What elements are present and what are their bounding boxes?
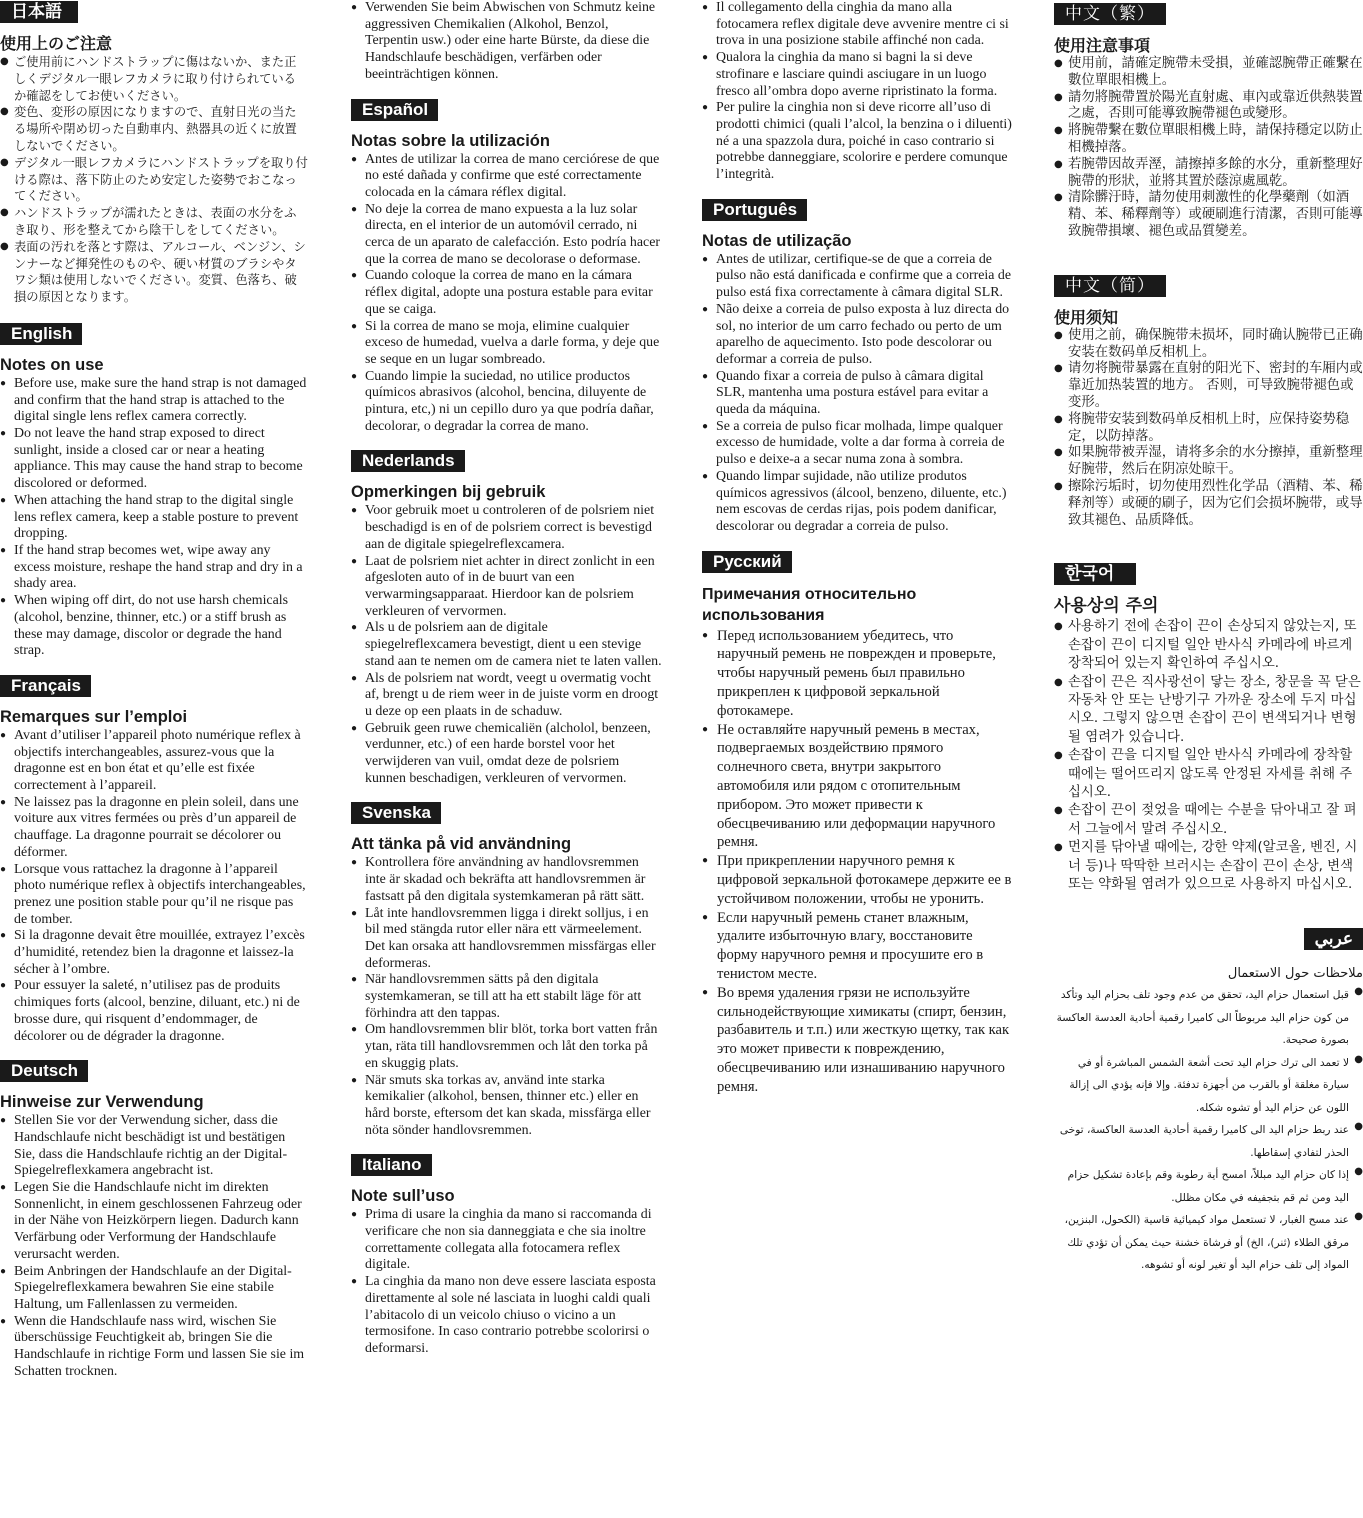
notes-list [1054, 328, 1363, 530]
list-item: ● Pour essuyer la saleté, n’utilisez pas de produits chimiques forts (alcool, benzine, diluant, etc.) ni de brosse dure, qui risquent d’endommager, de décolorer ou de dégrader la dragonne. [0, 978, 308, 1045]
language-label: Italiano [351, 1154, 432, 1176]
language-label: 日本語 [0, 1, 78, 23]
section-heading: Hinweise zur Verwendung [0, 1093, 204, 1112]
notes-list [0, 728, 308, 1045]
column-1 [0, 0, 308, 1381]
section-heading: 使用须知 [1054, 307, 1119, 327]
column-2 [351, 0, 663, 1358]
list-item: ● 請勿將腕帶置於陽光直射處、車內或靠近供熱裝置之處，否則可能導致腕帶褪色或變形。 [1054, 90, 1363, 124]
language-label: English [0, 323, 82, 345]
language-label: Español [351, 99, 438, 121]
list-item: ● 먼지를 닦아낼 때에는, 강한 약제(알코올, 벤진, 시너 등)나 딱딱한 브러시는 손잡이 끈이 손상, 변색 또는 약화될 염려가 있으므로 사용하지 마십시오. [1054, 839, 1363, 894]
list-item: ● Si la correa de mano se moja, elimine cualquier exceso de humedad, vuelva a darle forma, y deje que se seque en un lugar sombreado. [351, 319, 663, 369]
list-item: ● When attaching the hand strap to the digital single lens reflex camera, keep a stable posture to prevent dropping. [0, 493, 308, 543]
list-item: ● Cuando coloque la correa de mano en la cámara réflex digital, adopte una postura estable para evitar que se caiga. [351, 268, 663, 318]
language-label: Deutsch [0, 1060, 88, 1082]
language-label: Nederlands [351, 450, 465, 472]
notes-list-continued [702, 0, 1014, 184]
list-item: ● Ne laissez pas la dragonne en plein soleil, dans une voiture aux vitres fermées ou près d’un appareil de chauffage. La dragonne pourrait se décolorer ou déformer. [0, 795, 308, 862]
notes-list [702, 252, 1014, 536]
list-item: ● ご使用前にハンドストラップに傷はないか、また正しくデジタル一眼レフカメラに取り付けられているか確認をしてお使いください。 [0, 54, 308, 104]
section-chinese-simplified [1054, 275, 1363, 530]
section-heading: Notes on use [0, 355, 104, 374]
list-item: ● Beim Anbringen der Handschlaufe an der Digital-Spiegelreflexkamera bewahren Sie eine stabile Haltung, um Fallenlassen zu vermeiden. [0, 1264, 308, 1314]
list-item: ● Per pulire la cinghia non si deve ricorre all’uso di prodotti chimici (quali l’alcol, la benzina o i diluenti) né a una spazzola dura, poiché in caso contrario si potrebbe danneggiare, scolorire e perdere comunque l’integrità. [702, 100, 1014, 184]
notes-list-continued [351, 0, 663, 84]
section-arabic [1054, 928, 1363, 1277]
list-item: ● При прикреплении наручного ремня к цифровой зеркальной фотокамере держите ее в устойчивом положении, чтобы не уронить. [702, 852, 1014, 908]
section-german [0, 1060, 308, 1380]
list-item: ● Si la dragonne devait être mouillée, extrayez l’excès d’humidité, retendez bien la dragonne et laissez-la sécher à l’ombre. [0, 928, 308, 978]
list-item: ● Qualora la cinghia da mano si bagni la si deve strofinare e lasciare quindi asciugare in un luogo fresco all’ombra dopo averne ripristinato la forma. [702, 50, 1014, 100]
column-4 [1054, 0, 1363, 1277]
section-russian [702, 551, 1014, 1097]
list-item: ● La cinghia da mano non deve essere lasciata esposta direttamente al sole né lasciata in luoghi caldi quali l’abitacolo di un veicolo chiuso o vicino a un termosifone. In caso contrario potrebbe scolorirsi o deformarsi. [351, 1274, 663, 1358]
section-spanish [351, 99, 663, 436]
list-item: ● Låt inte handlovsremmen ligga i direkt solljus, i en bil med stängda rutor eller nära ett värmeelement. Det kan orsaka att handlovsremmen missfärgas eller deformeras. [351, 906, 663, 973]
section-heading: Notas de utilização [702, 231, 852, 250]
notes-list [351, 152, 663, 436]
notes-list [1054, 984, 1363, 1277]
list-item: ● قبل استعمال حزام اليد، تحقق من عدم وجود تلف بحزام اليد وتأكد من كون حزام اليد مربوطاً الى كاميرا رقمية أحادية العدسة العاكسة بصورة صحيحة. [1054, 984, 1363, 1052]
list-item: ● När handlovsremmen sätts på den digitala systemkameran, se till att ha ett stabilt läge för att förhindra att den tappas. [351, 972, 663, 1022]
language-label: Français [0, 675, 91, 697]
section-italian [351, 1154, 663, 1357]
notes-list [0, 376, 308, 660]
list-item: ● Не оставляйте наручный ремень в местах, подвергаемых воздействию прямого солнечного света, внутри закрытого автомобиля или рядом с отопительным прибором. Это может привести к обесцвечиванию или деформации наручного ремня. [702, 721, 1014, 853]
list-item: ● When wiping off dirt, do not use harsh chemicals (alcohol, benzine, thinner, etc.) or a stiff brush as these may damage, discolor or degrade the hand strap. [0, 593, 308, 660]
list-item: ● عند ربط حزام اليد الى كاميرا رقمية أحادية العدسة العاكسة، توخى الحذر لتفادي إسقاطها. [1054, 1119, 1363, 1164]
list-item: ● 使用前，請確定腕帶未受損，並確認腕帶正確繫在數位單眼相機上。 [1054, 56, 1363, 90]
list-item: ● ハンドストラップが濡れたときは、表面の水分をふき取り、形を整えてから陰干しをしてください。 [0, 205, 308, 239]
list-item: ● عند مسح الغبار، لا تستعمل مواد كيميائية قاسية (الكحول، البنزين، مرقق الطلاء (ثنر)، الخ) أو فرشاة خشنة حيث يمكن أن تؤدي تلك المواد إلى تلف حزام اليد أو تغير لونه أو تشوهه. [1054, 1209, 1363, 1277]
section-heading: Opmerkingen bij gebruik [351, 483, 546, 502]
language-label: عربي [1304, 928, 1363, 950]
list-item: ● Prima di usare la cinghia da mano si raccomanda di verificare che non sia danneggiata e che sia inoltre correttamente collegata alla fotocamera reflex digitale. [351, 1207, 663, 1274]
list-item: ● Перед использованием убедитесь, что наручный ремень не поврежден и проверьте, чтобы наручный ремень был правильно прикреплен к цифровой зеркальной фотокамере. [702, 627, 1014, 721]
notes-list [351, 503, 663, 787]
list-item: ● Gebruik geen ruwe chemicaliën (alcholol, benzeen, verdunner, etc.) of een harde borstel voor het verwijderen van vuil, omdat deze de polsriem kunnen beschadigen, verkleuren of vervormen. [351, 721, 663, 788]
list-item: ● 손잡이 끈이 젖었을 때에는 수분을 닦아내고 잘 펴서 그늘에서 말려 주십시오. [1054, 802, 1363, 839]
section-chinese-traditional [1054, 3, 1363, 241]
notes-list [1054, 618, 1363, 894]
language-label: Português [702, 199, 807, 221]
section-swedish [351, 802, 663, 1139]
notes-list [0, 54, 308, 306]
section-heading: 使用上のご注意 [0, 34, 113, 53]
list-item: ● 変色、変形の原因になりますので、直射日光の当たる場所や閉め切った自動車内、熱器具の近くに放置しないでください。 [0, 104, 308, 154]
list-item: ● Antes de utilizar, certifique-se de que a correia de pulso não está danificada e confirme que a correia de pulso está fixa correctamente à câmara digital SLR. [702, 252, 1014, 302]
list-item: ● Wenn die Handschlaufe nass wird, wischen Sie überschüssige Feuchtigkeit ab, bringen Sie die Handschlaufe in richtige Form und lassen Sie sie im Schatten trocknen. [0, 1314, 308, 1381]
list-item: ● Als u de polsriem aan de digitale spiegelreflexcamera bevestigt, dient u een stevige stand aan te nemen om de camera niet te laten vallen. [351, 620, 663, 670]
section-heading: Note sull’uso [351, 1187, 455, 1206]
list-item: ● Voor gebruik moet u controleren of de polsriem niet beschadigd is en of de polsriem correct is bevestigd aan de digitale spiegelreflexcamera. [351, 503, 663, 553]
list-item: ● No deje la correa de mano expuesta a la luz solar directa, en el interior de un automóvil cerrado, ni cerca de un aparato de calefacción. Esto podría hacer que la correa de mano se decolorase o deformase. [351, 202, 663, 269]
list-item: ● Quando fixar a correia de pulso à câmara digital SLR, mantenha uma postura estável para evitar a queda da máquina. [702, 369, 1014, 419]
section-dutch [351, 450, 663, 787]
list-item: ● 손잡이 끈을 디지털 일안 반사식 카메라에 장착할 때에는 떨어뜨리지 않도록 안정된 자세를 취해 주십시오. [1054, 747, 1363, 802]
list-item: ● 若腕帶因故弄溼，請擦掉多餘的水分，重新整理好腕帶的形狀，並將其置於蔭涼處風乾。 [1054, 157, 1363, 191]
list-item: ● Legen Sie die Handschlaufe nicht im direkten Sonnenlicht, in einem geschlossenen Fahrzeug oder in der Nähe von Heizkörpern liegen. Dadurch kann Verfärbung oder Verformung der Handschlaufe verursacht werden. [0, 1180, 308, 1264]
list-item: ● If the hand strap becomes wet, wipe away any excess moisture, reshape the hand strap and dry in a shady area. [0, 543, 308, 593]
language-label: Svenska [351, 802, 441, 824]
notes-list [351, 855, 663, 1139]
list-item: ● 將腕帶繫在數位單眼相機上時，請保持穩定以防止相機掉落。 [1054, 123, 1363, 157]
list-item: ● 사용하기 전에 손잡이 끈이 손상되지 않았는지, 또 손잡이 끈이 디지털 일안 반사식 카메라에 바르게 장착되어 있는지 확인하여 주십시오. [1054, 618, 1363, 673]
list-item: ● Verwenden Sie beim Abwischen von Schmutz keine aggressiven Chemikalien (Alkohol, Benzol, Terpentin usw.) oder eine harte Bürste, da diese die Handschlaufe beschädigen, verfärben oder beeinträchtigen können. [351, 0, 663, 84]
section-heading: Remarques sur l’emploi [0, 707, 188, 726]
list-item: ● إذا كان حزام اليد مبللاً، امسح أية رطوبة وقم بإعادة تشكيل حزام اليد ومن ثم قم بتجفيفه في مكان مظلل. [1054, 1164, 1363, 1209]
list-item: ● När smuts ska torkas av, använd inte starka kemikalier (alkohol, bensen, thinner etc.) eller en hård borste, eftersom det kan skada, missfärga eller nöta sönder handlovsremmen. [351, 1073, 663, 1140]
list-item: ● Cuando limpie la suciedad, no utilice productos químicos abrasivos (alcohol, bencina, diluyente de pintura, etc,) ni un cepillo duro ya que podría dañar, decolorar, o degradar la correa de mano. [351, 369, 663, 436]
list-item: ● 손잡이 끈은 직사광선이 닿는 장소, 창문을 꼭 닫은 자동차 안 또는 난방기구 가까운 장소에 두지 마십시오. 그렇지 않으면 손잡이 끈이 변색되거나 변형될 염려가 있습니다. [1054, 674, 1363, 748]
section-heading: Att tänka på vid användning [351, 835, 572, 854]
notes-list [0, 1113, 308, 1380]
list-item: ● Если наручный ремень станет влажным, удалите избыточную влагу, восстановите форму наручного ремня и просушите его в тенистом месте. [702, 909, 1014, 984]
section-portuguese [702, 199, 1014, 536]
section-japanese [0, 1, 308, 306]
list-item: ● Antes de utilizar la correa de mano cerciórese de que no esté dañada y confirme que esté correctamente colocada en la cámara réflex digital. [351, 152, 663, 202]
column-3 [702, 0, 1014, 1097]
list-item: ● Do not leave the hand strap exposed to direct sunlight, inside a closed car or near a heating appliance. This may cause the hand strap to become discolored or deformed. [0, 426, 308, 493]
notes-list [1054, 56, 1363, 241]
list-item: ● 表面の汚れを落とす際は、アルコール、ベンジン、シンナーなど揮発性のものや、硬い材質のブラシやタワシ類は使用しないでください。変質、色落ち、破損の原因となります。 [0, 239, 308, 306]
language-label: 中文（繁） [1054, 3, 1166, 25]
language-label: 中文（简） [1054, 275, 1166, 297]
list-item: ● 擦除污垢时，切勿使用烈性化学品（酒精、苯、稀释剂等）或硬的刷子，因为它们会损坏腕带，或导致其褪色、品质降低。 [1054, 479, 1363, 529]
list-item: ● Avant d’utiliser l’appareil photo numérique reflex à objectifs interchangeables, assurez-vous que la dragonne est en bon état et qu’elle est fixée correctement à l’appareil. [0, 728, 308, 795]
section-heading: ملاحظات حول الاستعمال [1227, 966, 1363, 982]
section-heading: Notas sobre la utilización [351, 131, 550, 150]
list-item: ● 如果腕带被弄湿，请将多余的水分擦掉，重新整理好腕带，然后在阴凉处晾干。 [1054, 445, 1363, 479]
notes-list [351, 1207, 663, 1357]
list-item: ● Kontrollera före användning av handlovsremmen inte är skadad och bekräfta att handlovsremmen är fastsatt på den digitala systemkameran på rätt sätt. [351, 855, 663, 905]
notes-list [702, 627, 1014, 1097]
list-item: ● 将腕带安装到数码单反相机上时，应保持姿势稳定，以防掉落。 [1054, 412, 1363, 446]
section-french [0, 675, 308, 1045]
language-label: Русский [702, 551, 792, 573]
list-item: ● Stellen Sie vor der Verwendung sicher, dass die Handschlaufe nicht beschädigt ist und bestätigen Sie, dass die Handschlaufe richtig an der Digital-Spiegelreflexkamera angebracht ist. [0, 1113, 308, 1180]
list-item: ● 清除髒汙時，請勿使用刺激性的化學藥劑（如酒精、苯、稀釋劑等）或硬刷進行清潔，否則可能導致腕帶損壞、褪色或品質變差。 [1054, 190, 1363, 240]
list-item: ● Before use, make sure the hand strap is not damaged and confirm that the hand strap is attached to the digital single lens reflex camera correctly. [0, 376, 308, 426]
section-korean [1054, 563, 1363, 894]
list-item: ● デジタル一眼レフカメラにハンドストラップを取り付ける際は、落下防止のため安定した姿勢でおこなってください。 [0, 155, 308, 205]
section-english [0, 323, 308, 660]
section-heading: 사용상의 주의 [1054, 596, 1159, 617]
list-item: ● Não deixe a correia de pulso exposta à luz directa do sol, no interior de um carro fechado ou perto de um aparelho de aquecimento. Isto pode descolorar ou deformar a correia de pulso. [702, 302, 1014, 369]
list-item: ● لا تعمد الى ترك حزام اليد تحت أشعة الشمس المباشرة أو في سيارة مغلقة أو بالقرب من أجهزة تدفئة. وإلا فإنه يؤدي الى إزالة اللون عن حزام اليد أو تشوه شكله. [1054, 1052, 1363, 1120]
list-item: ● Lorsque vous rattachez la dragonne à l’appareil photo numérique reflex à objectifs interchangeables, prenez une position stable pour qu’il ne risque pas de tomber. [0, 862, 308, 929]
list-item: ● Во время удаления грязи не используйте сильнодействующие химикаты (спирт, бензин, разбавитель и т.п.) или жесткую щетку, так как это может привести к повреждению, обесцвечиванию или изнашиванию наручного ремня. [702, 984, 1014, 1097]
section-heading: Примечания относительно использования [702, 585, 917, 624]
list-item: ● 请勿将腕带暴露在直射的阳光下、密封的车厢内或靠近加热装置的地方。 否则，可导致腕带褪色或变形。 [1054, 361, 1363, 411]
list-item: ● 使用之前，确保腕带未损坏，同时确认腕带已正确安装在数码单反相机上。 [1054, 328, 1363, 362]
list-item: ● Als de polsriem nat wordt, veegt u overmatig vocht af, brengt u de riem weer in de juiste vorm en droogt u deze op een plaats in de schaduw. [351, 671, 663, 721]
list-item: ● Quando limpar sujidade, não utilize produtos químicos agressivos (álcool, benzeno, diluente, etc.) nem escovas de cerdas rijas, pois podem danificar, descolorar ou degradar a correia de pulso. [702, 469, 1014, 536]
language-label: 한국어 [1054, 563, 1136, 585]
list-item: ● Se a correia de pulso ficar molhada, limpe qualquer excesso de humidade, volte a dar forma à correia de pulso e deixe-a a secar numa zona à sombra. [702, 419, 1014, 469]
section-heading: 使用注意事項 [1054, 36, 1151, 55]
list-item: ● Om handlovsremmen blir blöt, torka bort vatten från ytan, räta till handlovsremmen och låt den torka på en skuggig plats. [351, 1022, 663, 1072]
list-item: ● Laat de polsriem niet achter in direct zonlicht in een afgesloten auto of in de buurt van een verwarmingsapparaat. Hierdoor kan de polsriem verkleuren of vervormen. [351, 554, 663, 621]
list-item: ● Il collegamento della cinghia da mano alla fotocamera reflex digitale deve avvenire mentre ci si trova in una posizione stabile affinché non cada. [702, 0, 1014, 50]
